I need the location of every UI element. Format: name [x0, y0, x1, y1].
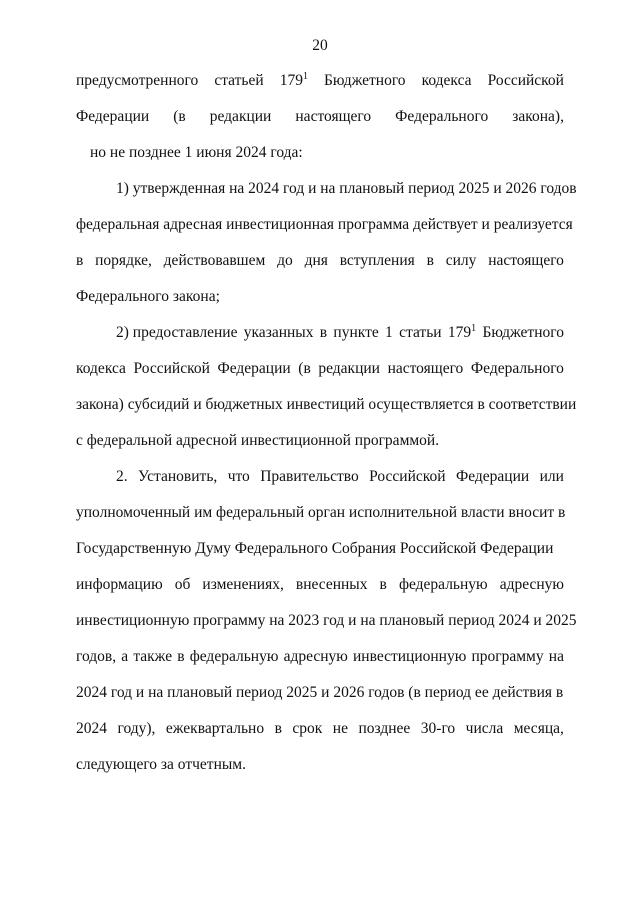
word: Правительство [260, 468, 359, 485]
word: предусмотренного [76, 72, 199, 89]
word: федеральную [189, 648, 279, 665]
word: Федерального [395, 108, 489, 125]
word: адресную [283, 648, 348, 665]
text-line [76, 683, 564, 719]
word: Федерации [455, 468, 530, 485]
word: настоящего [488, 252, 564, 269]
word: Федерации [76, 108, 150, 125]
line-text: инвестиционную программу на 2023 год и на плановый период 2024 и 2025 [76, 612, 577, 629]
line-text: следующего за отчетным. [76, 756, 246, 773]
word: не [332, 720, 348, 737]
text-line [76, 395, 577, 431]
word: в [177, 648, 185, 665]
word: или [539, 468, 564, 485]
word: настоящего [387, 360, 464, 377]
word: Бюджетного [324, 72, 406, 89]
text-line [76, 359, 564, 395]
text-line [76, 323, 564, 359]
paragraph [76, 179, 577, 323]
word: программу [471, 648, 544, 665]
line-text: Федерального закона; [76, 288, 220, 305]
word: в [76, 252, 84, 269]
word: закона), [512, 108, 564, 125]
word: году), [117, 720, 156, 737]
text-line [76, 503, 564, 539]
word: 2) предоставление [116, 324, 238, 341]
word: Федерального [470, 360, 564, 377]
line-text: закона) субсидий и бюджетных инвестиций осуществляется в соответствии [76, 396, 577, 413]
text-line [76, 467, 564, 503]
word: в [379, 576, 387, 593]
line-text: Государственную Думу Федерального Собрания Российской Федерации [76, 540, 554, 557]
line-text: 2024 год и на плановый период 2025 и 2026 годов (в период ее действия в [76, 684, 564, 701]
word: на [548, 648, 564, 665]
word: числа [465, 720, 504, 737]
word: Установить, [138, 468, 218, 485]
word: Бюджетного [482, 324, 564, 341]
line-text: федеральная адресная инвестиционная программа действует и реализуется [76, 216, 573, 233]
word: месяца, [513, 720, 564, 737]
paragraph [76, 323, 577, 467]
word: Федерации [217, 360, 291, 377]
line-text: но не позднее 1 июня 2024 года: [90, 144, 303, 161]
word: позднее [358, 720, 411, 737]
word: дня [304, 252, 328, 269]
word: Российской [487, 72, 564, 89]
page-number: 20 [312, 37, 328, 54]
text-line [76, 107, 564, 143]
line-text: 1) утвержденная на 2024 год и на плановый период 2025 и 2026 годов [116, 180, 577, 197]
word: также [133, 648, 173, 665]
word: в [426, 252, 434, 269]
text-line [76, 179, 577, 215]
word: 2. [116, 468, 128, 485]
line-text: с федеральной адресной инвестиционной программой. [76, 432, 440, 449]
text-line [76, 539, 564, 575]
word: информацию [76, 576, 163, 593]
word: что [227, 468, 250, 485]
text-line [76, 575, 564, 611]
word: в [319, 324, 328, 341]
text-line [76, 719, 564, 755]
word: до [277, 252, 293, 269]
word: вступления [339, 252, 415, 269]
word: пункте [333, 324, 379, 341]
word: в [274, 720, 282, 737]
word: 1 [385, 324, 393, 341]
text-line [76, 611, 577, 647]
word: внесенных [295, 576, 368, 593]
document-body [76, 71, 577, 791]
word: $179^1$ [447, 323, 477, 341]
text-line [76, 215, 573, 251]
word: Российской [133, 360, 210, 377]
text-line [76, 251, 564, 287]
paragraph [76, 467, 577, 791]
word: $179^1$ [279, 71, 308, 89]
word: федеральную [398, 576, 488, 593]
word: статьей [214, 72, 264, 89]
text-line [76, 755, 564, 791]
word: (в [173, 108, 186, 125]
text-line [76, 431, 564, 467]
word: 30-го [420, 720, 456, 737]
word: (в [298, 360, 311, 377]
text-line [76, 143, 564, 179]
text-line [76, 71, 564, 107]
line-text: уполномоченный им федеральный орган исполнительной власти вносит в [76, 504, 566, 521]
word: а [121, 648, 129, 665]
word: 2024 [76, 720, 107, 737]
word: Российской [369, 468, 446, 485]
word: настоящего [295, 108, 372, 125]
word: адресную [499, 576, 564, 593]
word: силу [445, 252, 477, 269]
word: кодекса [76, 360, 126, 377]
word: инвестиционную [353, 648, 467, 665]
word: порядке, [95, 252, 152, 269]
text-line [76, 647, 564, 683]
word: действовавшем [163, 252, 266, 269]
word: указанных [243, 324, 314, 341]
word: статьи [399, 324, 442, 341]
word: годов, [76, 648, 117, 665]
word: кодекса [421, 72, 472, 89]
word: изменениях, [202, 576, 284, 593]
word: ежеквартально [165, 720, 265, 737]
word: редакции [209, 108, 272, 125]
word: об [174, 576, 191, 593]
word: редакции [318, 360, 380, 377]
text-line [76, 287, 564, 323]
word: срок [292, 720, 323, 737]
paragraph [76, 71, 564, 179]
